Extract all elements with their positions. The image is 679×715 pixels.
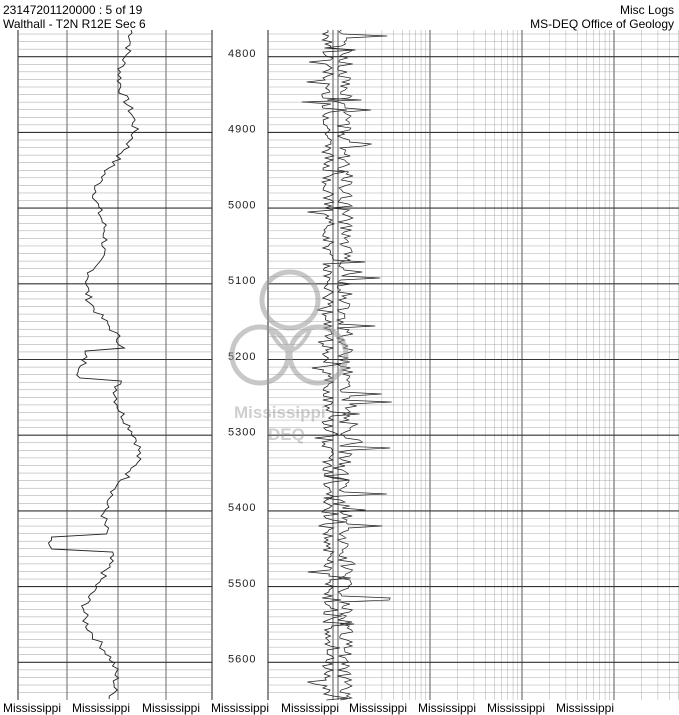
footer-label: Mississippi [418, 701, 477, 715]
depth-label: 5200 [228, 350, 257, 363]
organization: MS-DEQ Office of Geology [530, 17, 674, 31]
depth-label: 5100 [228, 275, 257, 288]
watermark-ring-top [262, 272, 318, 328]
sp-curve [49, 30, 141, 699]
left-track-grid [18, 30, 212, 700]
depth-label: 5400 [228, 502, 257, 515]
footer-label: Mississippi [72, 701, 131, 715]
footer-label: Mississippi [487, 701, 546, 715]
footer-watermark-row [0, 701, 679, 715]
footer-label: Mississippi [349, 701, 408, 715]
watermark-line1: Mississippi [234, 403, 326, 422]
watermark-line2: DEQ [268, 425, 305, 444]
depth-label: 5300 [228, 426, 257, 439]
depth-label: 5600 [228, 653, 257, 666]
log-curves [49, 30, 392, 700]
well-location: Walthall - T2N R12E Sec 6 [3, 17, 146, 31]
depth-label: 5000 [228, 199, 257, 212]
record-id: 23147201120000 : 5 of 19 [3, 3, 143, 17]
depth-label: 4900 [228, 123, 257, 136]
document-type: Misc Logs [619, 3, 674, 17]
depth-label: 4800 [228, 48, 257, 60]
footer-label: Mississippi [211, 701, 270, 715]
footer-label: Mississippi [281, 701, 340, 715]
footer-label: Mississippi [142, 701, 201, 715]
footer-label: Mississippi [556, 701, 615, 715]
depth-label: 5500 [228, 577, 257, 590]
footer-label: Mississippi [3, 701, 62, 715]
